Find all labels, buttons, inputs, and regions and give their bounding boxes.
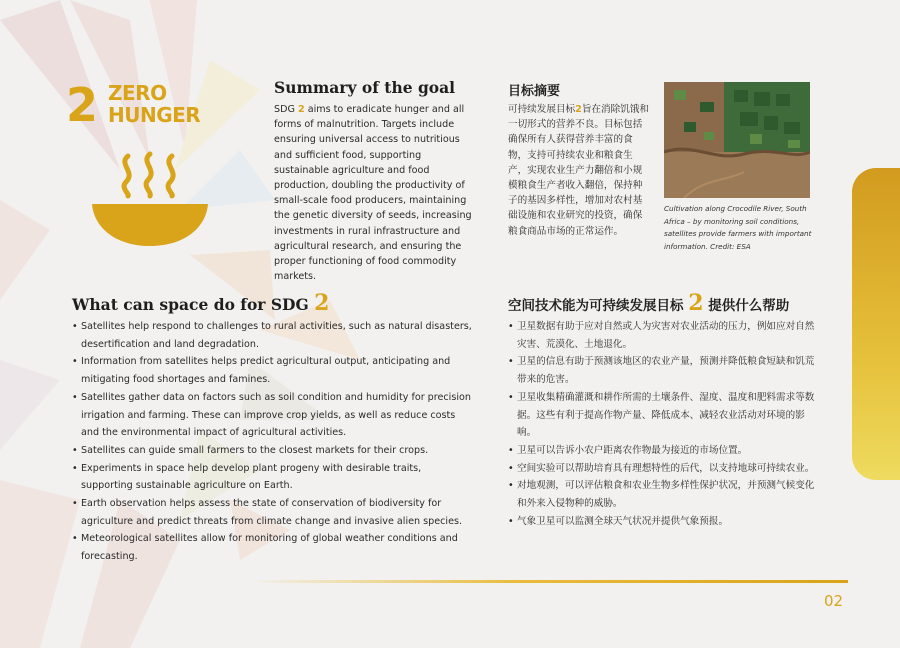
summary-text-prefix: SDG	[274, 104, 298, 115]
list-item-text: • Experiments in space help develop plant progeny with desirable traits, supporting sustainable agriculture on Earth.	[81, 462, 422, 492]
list-item	[72, 530, 472, 565]
list-item	[72, 389, 472, 442]
list-item-text: • Meteorological satellites allow for monitoring of global weather conditions and forecasting.	[81, 533, 458, 563]
sdg-title	[108, 82, 200, 126]
page-number: 02	[824, 592, 844, 610]
list-item-text: • Satellites help respond to challenges to rural activities, such as natural disasters, desertification and land degradation.	[81, 321, 472, 350]
sdg-title-line-1: ZERO	[108, 81, 167, 105]
list-item	[508, 389, 818, 442]
list-item	[72, 460, 472, 495]
summary-cn-goal-number: 2	[575, 104, 582, 115]
list-item-text: • 卫星的信息有助于预测该地区的农业产量，预测并降低粮食短缺和饥荒带来的危害。	[517, 356, 815, 386]
list-item-text: • Information from satellites helps predict agricultural output, anticipating and mitigating food shortages and famines.	[81, 356, 451, 386]
list-item-text: • Satellites gather data on factors such as soil condition and humidity for precision irrigation and farming. These can improve crop yields, as well as reduce costs and the environmental impact of agricultural activities.	[81, 391, 471, 439]
list-item-text: • 对地观测，可以评估粮食和农业生物多样性保护状况，并预测气候变化和外来入侵物种的威胁。	[517, 480, 815, 510]
list-item	[508, 460, 818, 478]
list-item	[508, 353, 818, 388]
summary-goal-number: 2	[297, 104, 305, 115]
space-section-title-cn	[508, 290, 789, 316]
list-item	[508, 477, 818, 512]
list-item	[72, 353, 472, 388]
steaming-bowl-icon	[88, 146, 212, 250]
summary-body-cn	[508, 102, 650, 239]
list-item	[508, 318, 818, 353]
side-color-tab	[852, 168, 900, 480]
list-item-text: • 卫星收集精确灌溉和耕作所需的土壤条件、湿度、温度和肥料需求等数据。这些有利于提高作物产量、降低成本、减轻农业活动对环境的影响。	[517, 391, 815, 439]
summary-cn-text: 旨在消除饥饿和一切形式的营养不良。目标包括确保所有人获得营养丰富的食物，支持可持续农业和粮食生产，实现农业生产力翻倍和小规模粮食生产者收入翻倍，保持种子的基因多样性，增加对农村基础设施和农业研究的投资，确保粮食商品市场的正常运作。	[508, 104, 649, 237]
summary-body	[274, 102, 474, 284]
space-cn-title-number: 2	[688, 290, 704, 316]
space-section-title	[72, 290, 329, 316]
photo-caption: Cultivation along Crocodile River, South Africa – by monitoring soil conditions, satellites provide farmers with important information. Credit: ESA	[664, 204, 812, 251]
list-item-text: • Satellites can guide small farmers to the closest markets for their crops.	[81, 444, 429, 456]
list-item-text: • 空间实验可以帮助培育具有理想特性的后代，以支持地球可持续农业。	[517, 462, 815, 474]
summary-cn-prefix: 可持续发展目标	[508, 104, 576, 115]
footer-rule	[250, 580, 848, 583]
list-item-text: • 卫星可以告诉小农户距离农作物最为接近的市场位置。	[517, 444, 748, 456]
sdg-title-line-2: HUNGER	[108, 103, 201, 127]
sdg-number: 2	[66, 78, 99, 132]
space-cn-title-suffix: 提供什么帮助	[703, 298, 790, 314]
space-benefits-list-cn	[508, 318, 818, 530]
list-item-text: • 气象卫星可以监测全球天气状况并提供气象预报。	[517, 515, 729, 527]
summary-text: aims to eradicate hunger and all forms of malnutrition. Targets include ensuring universal access to nutritious and sufficient food, supporting sustainable agriculture and food production, doubling the productivity of small-scale food producers, maintaining the genetic diversity of seeds, increasing investments in rural infrastructure and agricultural research, and ensuring the proper functioning of food commodity markets.	[274, 104, 472, 283]
summary-title: Summary of the goal	[274, 78, 456, 97]
satellite-photo	[664, 82, 810, 198]
space-benefits-list	[72, 318, 472, 566]
list-item	[72, 442, 472, 460]
list-item	[72, 318, 472, 353]
space-title-number: 2	[314, 290, 330, 316]
list-item-text: • 卫星数据有助于应对自然或人为灾害对农业活动的压力，例如应对自然灾害、荒漠化、土地退化。	[517, 321, 815, 350]
space-cn-title-prefix: 空间技术能为可持续发展目标	[508, 298, 689, 314]
space-title-text: What can space do for SDG	[72, 295, 315, 314]
list-item	[508, 513, 818, 531]
list-item	[72, 495, 472, 530]
summary-title-cn: 目标摘要	[508, 84, 561, 99]
list-item	[508, 442, 818, 460]
list-item-text: • Earth observation helps assess the state of conservation of biodiversity for agriculture and predict threats from climate change and invasive alien species.	[81, 498, 463, 527]
